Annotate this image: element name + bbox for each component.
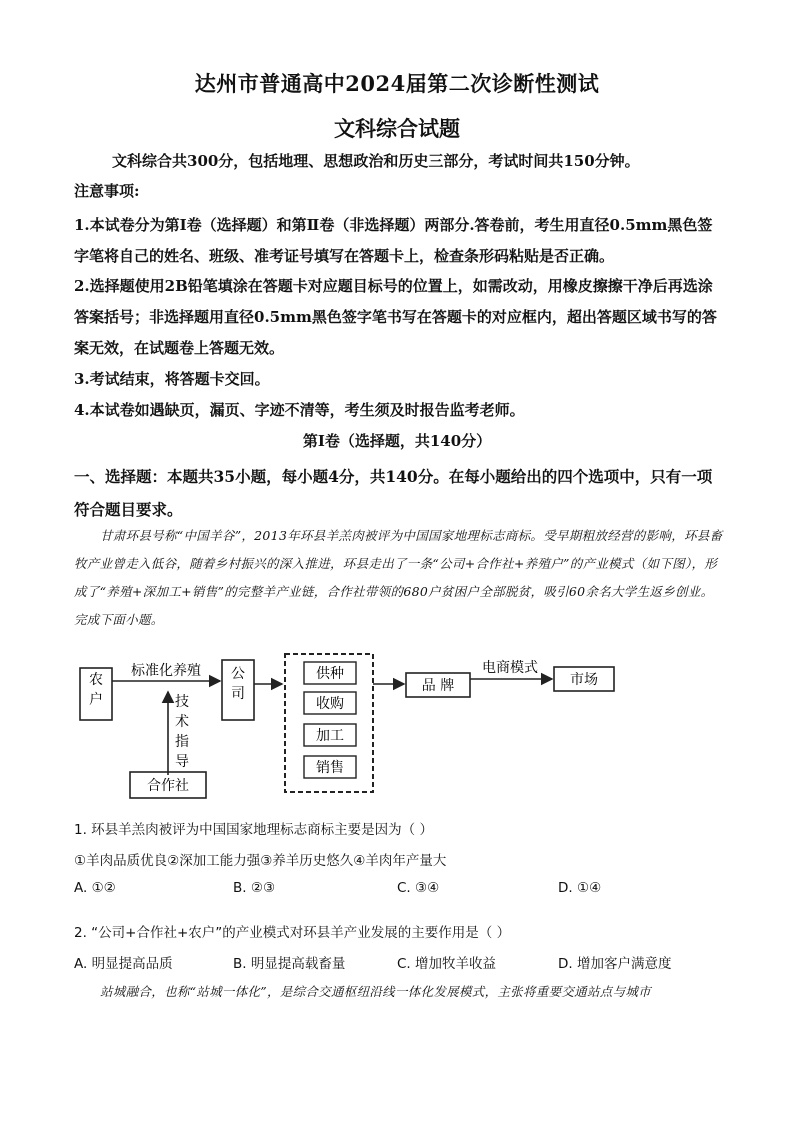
question-1-option-c[interactable]: C. ③④ xyxy=(397,880,440,896)
company-label: 公司 xyxy=(231,666,245,702)
question-1-option-d[interactable]: D. ①④ xyxy=(558,880,602,896)
chain-label-4: 销售 xyxy=(316,760,344,776)
exam-title: 达州市普通高中2024届第二次诊断性测试 xyxy=(194,71,600,96)
question-2-option-a[interactable]: A. 明显提高品质 xyxy=(74,956,173,972)
part1-title: 第Ⅰ卷（选择题，共140分） xyxy=(302,432,492,450)
material-passage-1 xyxy=(74,522,724,634)
question-2-stem: 2. “公司+合作社+农户”的产业模式对环县羊产业发展的主要作用是（ ） xyxy=(74,925,511,941)
tech-char-1: 技 xyxy=(175,694,189,710)
industry-model-diagram xyxy=(70,650,630,805)
std-breeding-label: 标准化养殖 xyxy=(131,663,201,679)
exam-intro: 文科综合共300分，包括地理、思想政治和历史三部分，考试时间共150分钟。 xyxy=(112,152,640,170)
tech-char-3: 指 xyxy=(175,734,189,750)
exam-subtitle: 文科综合试题 xyxy=(334,116,460,141)
question-1-option-a[interactable]: A. ①② xyxy=(74,880,116,896)
ecom-label: 电商模式 xyxy=(482,660,538,676)
chain-label-2: 收购 xyxy=(316,696,344,712)
notice-item-4: 4.本试卷如遇缺页，漏页、字迹不清等，考生须及时报告监考老师。 xyxy=(74,401,525,419)
material-passage-2: 站城融合，也称“站城一体化”，是综合交通枢纽沿线一体化发展模式，主张将重要交通站点与城市 xyxy=(100,984,651,999)
chain-label-3: 加工 xyxy=(316,728,344,744)
question-2-option-c[interactable]: C. 增加牧羊收益 xyxy=(397,956,497,972)
market-label: 市场 xyxy=(570,672,598,688)
section-instruction: 一、选择题：本题共35小题，每小题4分，共140分。在每小题给出的四个选项中，只有一项符合题目要求。 xyxy=(74,467,713,519)
question-2-option-b[interactable]: B. 明显提高载畜量 xyxy=(233,956,346,972)
tech-char-4: 导 xyxy=(175,754,189,770)
notice-item-3: 3.考试结束，将答题卡交回。 xyxy=(74,370,270,388)
notice-item-2: 2.选择题使用2B铅笔填涂在答题卡对应题目标号的位置上，如需改动，用橡皮擦擦干净后再选涂答案括号；非选择题用直径0.5mm黑色签字笔书写在答题卡的对应框内，超出答题区域书写的答案无效，在试题卷上答题无效。 xyxy=(74,277,717,357)
question-2-option-d[interactable]: D. 增加客户满意度 xyxy=(558,956,672,972)
coop-label: 合作社 xyxy=(147,778,189,794)
notice-heading: 注意事项: xyxy=(74,182,140,200)
farmer-label: 农户 xyxy=(89,672,103,708)
tech-char-2: 术 xyxy=(175,714,189,730)
chain-label-1: 供种 xyxy=(316,666,344,682)
notice-item-1: 1.本试卷分为第Ⅰ卷（选择题）和第Ⅱ卷（非选择题）两部分.答卷前，考生用直径0.5mm黑色签字笔将自己的姓名、班级、准考证号填写在答题卡上，检查条形码粘贴是否正确。 xyxy=(74,216,713,265)
question-1-statements: ①羊肉品质优良②深加工能力强③养羊历史悠久④羊肉年产量大 xyxy=(74,853,447,869)
material-text-1: 甘肃环县号称“中国羊谷”，2013年环县羊羔肉被评为中国国家地理标志商标。受早期粗放经营的影响，环县畜牧产业曾走入低谷，随着乡村振兴的深入推进，环县走出了一条“公司+合作社+养殖户”的产业模式（如下图），形成了“养殖+深加工+销售”的完整羊产业链，合作社带领的680户贫困户全部脱贫，吸引60余名大学生返乡创业。完成下面小题。 xyxy=(74,528,723,627)
question-1-option-b[interactable]: B. ②③ xyxy=(233,880,276,896)
question-1-stem: 1. 环县羊羔肉被评为中国国家地理标志商标主要是因为（ ） xyxy=(74,822,433,838)
brand-label: 品 牌 xyxy=(421,678,455,694)
